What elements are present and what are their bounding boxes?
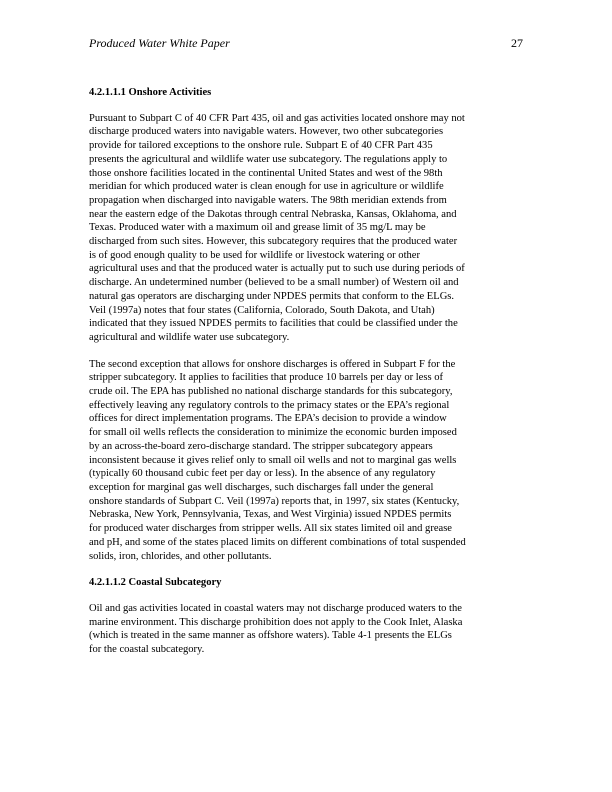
text-line: onshore standards of Subpart C. Veil (1997a) reports that, in 1997, six states (Kentucky, xyxy=(89,495,460,507)
text-line: The second exception that allows for onshore discharges is offered in Subpart F for the xyxy=(89,358,456,370)
page-number: 27 xyxy=(511,36,523,50)
section-heading: 4.2.1.1.1 Onshore Activities xyxy=(89,87,212,98)
text-line: exception for marginal gas well discharges, such discharges fall under the general xyxy=(89,481,434,493)
text-line: marine environment. This discharge prohibition does not apply to the Cook Inlet, Alaska xyxy=(89,616,463,628)
text-line: discharge. An undetermined number (believed to be a small number) of Western oil and xyxy=(89,277,459,289)
text-line: offices for direct implementation programs. The EPA’s decision to provide a window xyxy=(89,413,447,425)
paragraph xyxy=(89,358,523,564)
text-line: for produced water discharges from stripper wells. All six states limited oil and grease xyxy=(89,523,452,535)
text-line: near the eastern edge of the Dakotas through central Nebraska, Kansas, Oklahoma, and xyxy=(89,208,457,220)
section-heading: 4.2.1.1.2 Coastal Subcategory xyxy=(89,577,222,589)
document-body xyxy=(89,86,523,670)
text-line: agricultural uses and that the produced water is actually put to such use during periods of xyxy=(89,263,465,275)
text-line: and pH, and some of the states placed limits on different combinations of total suspended xyxy=(89,536,466,548)
text-line: presents the agricultural and wildlife water use subcategory. The regulations apply to xyxy=(89,153,448,165)
text-line: Oil and gas activities located in coastal waters may not discharge produced waters to the xyxy=(89,602,462,614)
paragraph xyxy=(89,602,523,657)
text-line: for the coastal subcategory. xyxy=(89,644,205,656)
text-line: Veil (1997a) notes that four states (California, Colorado, South Dakota, and Utah) xyxy=(89,304,435,316)
text-line: effectively leaving any regulatory controls to the primacy states or the EPA’s regional xyxy=(89,399,450,411)
text-line: discharged from such sites. However, this subcategory requires that the produced water xyxy=(89,236,458,248)
text-line: for small oil wells reflects the consideration to minimize the economic burden imposed xyxy=(89,427,457,439)
text-line: crude oil. The EPA has published no national discharge standards for this subcategory, xyxy=(89,386,453,398)
text-line: discharge produced waters into navigable waters. However, two other subcategories xyxy=(89,126,444,138)
text-line: is of good enough quality to be used for wildlife or livestock watering or other xyxy=(89,249,420,261)
text-line: agricultural and wildlife water use subcategory. xyxy=(89,331,290,343)
paragraph xyxy=(89,112,523,345)
running-header xyxy=(89,36,523,50)
text-line: provide for tailored exceptions to the onshore rule. Subpart E of 40 CFR Part 435 xyxy=(89,140,433,152)
text-line: natural gas operators are discharging under NPDES permits that conform to the ELGs. xyxy=(89,290,455,302)
text-line: those onshore facilities located in the continental United States and west of the 98th xyxy=(89,167,443,179)
text-line: stripper subcategory. It applies to facilities that produce 10 barrels per day or less of xyxy=(89,372,443,384)
text-line: meridian for which produced water is clean enough for use in agriculture or wildlife xyxy=(89,181,444,193)
text-line: Nebraska, New York, Pennsylvania, Texas, and West Virginia) issued NPDES permits xyxy=(89,509,452,521)
text-line: (typically 60 thousand cubic feet per day or less). In the absence of any regulatory xyxy=(89,468,436,480)
text-line: (which is treated in the same manner as offshore waters). Table 4-1 presents the ELGs xyxy=(89,630,452,642)
text-line: by an across-the-board zero-discharge standard. The stripper subcategory appears xyxy=(89,440,433,452)
text-line: Pursuant to Subpart C of 40 CFR Part 435, oil and gas activities located onshore may not xyxy=(89,112,465,124)
text-line: Texas. Produced water with a maximum oil and grease limit of 35 mg/L may be xyxy=(89,222,426,234)
header-title: Produced Water White Paper xyxy=(89,36,230,50)
text-line: propagation when discharged into navigable waters. The 98th meridian extends from xyxy=(89,194,447,206)
text-line: inconsistent because it gives relief only to small oil wells and not to marginal gas wells xyxy=(89,454,457,466)
text-line: solids, iron, chlorides, and other pollutants. xyxy=(89,550,272,562)
text-line: indicated that they issued NPDES permits to facilities that could be classified under the xyxy=(89,318,458,330)
